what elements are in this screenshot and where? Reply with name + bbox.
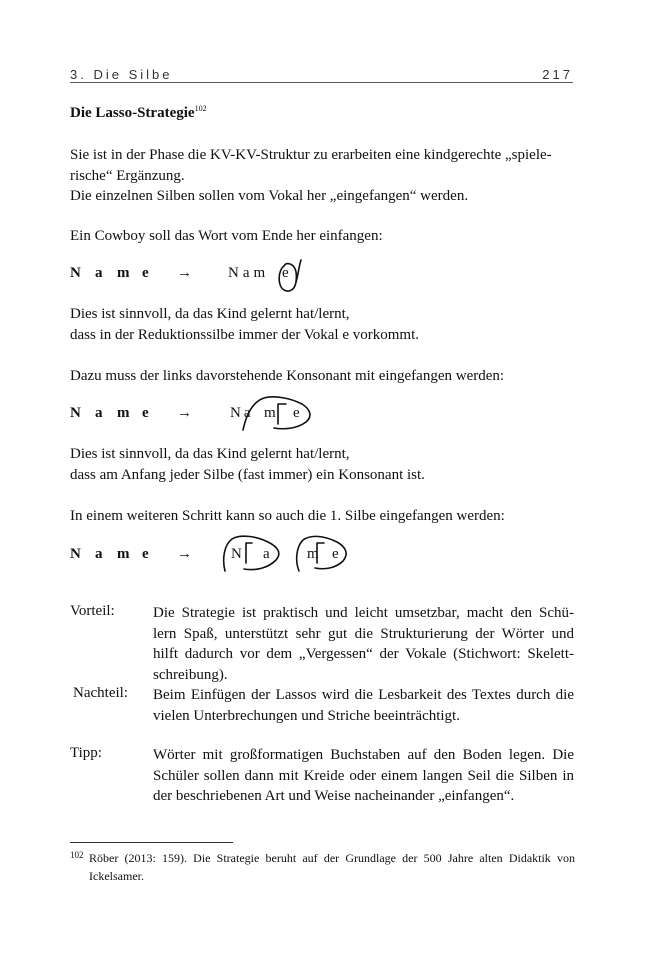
section-title: Die Lasso-Strategie	[70, 105, 195, 121]
footnote-number: 102	[70, 850, 84, 860]
vorteil-text	[153, 603, 574, 685]
example-letter: a	[95, 546, 103, 562]
footnote-rule	[70, 842, 233, 843]
note1-paragraph	[70, 304, 419, 345]
example-letter: m	[117, 265, 130, 281]
example-letter: a	[95, 265, 103, 281]
example-lassoed-consonant: m	[264, 405, 276, 421]
vorteil-line: Die Strategie ist praktisch und leicht umsetzbar, macht den Schü-	[153, 605, 574, 621]
intro-line: rische“ Ergänzung.	[70, 167, 185, 184]
example-letter: N	[70, 265, 81, 281]
example-letter: a	[95, 405, 103, 421]
nachteil-text	[153, 685, 574, 726]
tipp-line: Wörter mit großformatigen Buchstaben auf den Boden legen. Die	[153, 747, 574, 763]
example-row-1	[70, 265, 470, 287]
footnote-ref: 102	[194, 104, 207, 113]
tipp-line: Schüler sollen dann mit Kreide oder einem langen Seil die Silben in	[153, 767, 574, 784]
syllable2-consonant: m	[307, 546, 319, 562]
example-letter: m	[117, 546, 130, 562]
example-lassoed-vowel: e	[293, 405, 300, 421]
section-heading	[70, 104, 207, 122]
footnote-line: Röber (2013: 159). Die Strategie beruht auf der Grundlage der 500 Jahre alten Didaktik von	[89, 851, 575, 865]
example-letter: e	[142, 265, 149, 281]
note-line: dass am Anfang jeder Silbe (fast immer) ein Konsonant ist.	[70, 466, 425, 483]
nachteil-line: Beim Einfügen der Lassos wird die Lesbarkeit des Textes durch die	[153, 687, 574, 703]
note-line: Dies ist sinnvoll, da das Kind gelernt hat/lernt,	[70, 446, 350, 462]
running-header	[70, 67, 573, 83]
intro-line: Sie ist in der Phase die KV-KV-Struktur zu erarbeiten eine kindgerechte „spiele-	[70, 147, 552, 163]
step1-text: Ein Cowboy soll das Wort vom Ende her einfangen:	[70, 228, 383, 244]
intro-line: Die einzelnen Silben sollen vom Vokal her „eingefangen“ werden.	[70, 188, 469, 204]
arrow-icon: →	[177, 405, 192, 421]
lasso-icon	[238, 394, 318, 434]
footnote-line: Ickelsamer.	[89, 869, 144, 883]
tipp-label: Tipp:	[70, 745, 102, 761]
syllable2-vowel: e	[332, 546, 339, 562]
nachteil-label: Nachteil:	[73, 685, 128, 701]
lasso-icon	[274, 256, 314, 296]
vorteil-line: lern Spaß, unterstützt sehr gut die Strukturierung der Wörter und	[153, 625, 574, 642]
example-letter: e	[142, 405, 149, 421]
lasso-icon	[220, 533, 290, 575]
example-letter: m	[117, 405, 130, 421]
example-letter: e	[142, 546, 149, 562]
arrow-icon: →	[177, 546, 192, 562]
syllable1-vowel: a	[263, 546, 270, 562]
note-line: dass in der Reduktionssilbe immer der Vokal e vorkommt.	[70, 326, 419, 343]
example-plain: Nam	[228, 265, 270, 281]
header-rule	[70, 82, 573, 83]
tipp-text	[153, 745, 574, 807]
vorteil-line: hilft dadurch vor dem „Vergessen“ der Vokale (Stichwort: Skelett-	[153, 646, 574, 662]
intro-paragraph	[70, 145, 552, 207]
footnote-text	[89, 849, 575, 885]
nachteil-line: vielen Unterbrechungen und Striche beeinträchtigt.	[153, 707, 460, 724]
step3-text: In einem weiteren Schritt kann so auch die 1. Silbe eingefangen werden:	[70, 508, 505, 524]
tipp-line: der beschriebenen Art und Weise nacheinander „einfangen“.	[153, 788, 515, 804]
page-number: 217	[542, 67, 573, 82]
example-letter: N	[70, 546, 81, 562]
vorteil-label: Vorteil:	[70, 603, 115, 619]
arrow-icon: →	[177, 265, 192, 281]
step2-text: Dazu muss der links davorstehende Konsonant mit eingefangen werden:	[70, 368, 505, 384]
note-line: Dies ist sinnvoll, da das Kind gelernt hat/lernt,	[70, 306, 350, 322]
example-lassoed-vowel: e	[282, 265, 289, 281]
note2-paragraph	[70, 444, 425, 485]
vorteil-line: schreibung).	[153, 666, 228, 683]
example-letter: N	[70, 405, 81, 421]
example-plain: Na	[230, 405, 254, 421]
syllable1-consonant: N	[231, 546, 242, 562]
lasso-icon	[293, 533, 357, 575]
chapter-title: 3. Die Silbe	[70, 67, 173, 82]
